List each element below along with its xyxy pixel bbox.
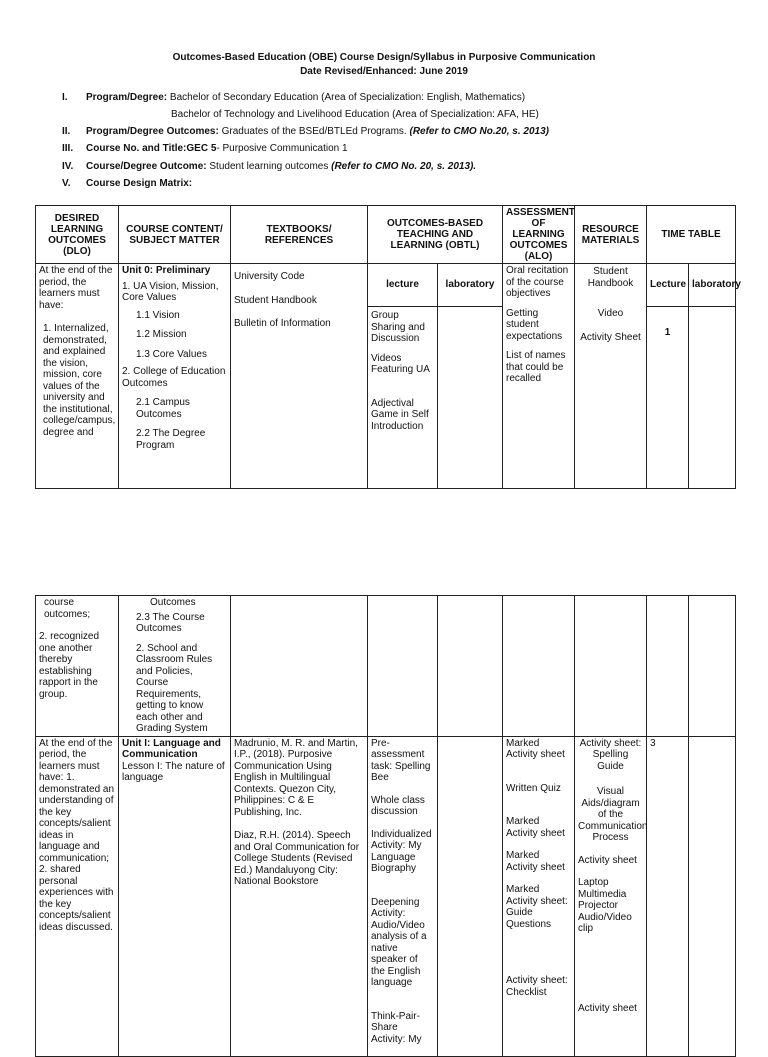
content-item: 1.2 Mission — [136, 329, 187, 340]
sub-lec: Lecture — [647, 264, 689, 307]
content-cell-1 — [119, 264, 231, 489]
unit-title: Unit I: Language and Communication — [122, 737, 221, 760]
resource-item: Activity sheet — [578, 854, 637, 866]
texts-cell-2 — [231, 596, 368, 737]
alo-item: List of names that could be recalled — [506, 350, 566, 384]
document-title: Outcomes-Based Education (OBE) Course Design/Syllabus in Purposive Communication — [172, 52, 596, 63]
resource-item: Visual Aids/diagram of the Communication Process — [578, 786, 648, 843]
content-cell-2 — [119, 596, 231, 737]
resource-item: Video — [597, 308, 624, 319]
sub-lecture: lecture — [368, 264, 438, 307]
resource-item: Laptop Multimedia Projector Audio/Video clip — [578, 877, 632, 934]
alo-item: Written Quiz — [506, 782, 561, 794]
lecture-item: Adjectival Game in Self Introduction — [371, 397, 429, 432]
sub-lab: laboratory — [689, 264, 736, 307]
lecture-cell-1 — [368, 307, 438, 489]
resource-item: Activity sheet — [578, 1002, 637, 1014]
resources-cell-3 — [575, 736, 647, 1056]
resource-item: Activity Sheet — [580, 331, 641, 343]
lab-time-2 — [689, 596, 736, 737]
design-matrix-table — [35, 205, 741, 489]
lecture-item: Think-Pair-Share Activity: My — [371, 1010, 422, 1045]
lecture-cell-2 — [368, 596, 438, 737]
content-item: 2. School and Classroom Rules and Policies, Course Requirements, getting to know each other and Grading System — [136, 642, 213, 734]
syllabus-page: Outcomes-Based Education (OBE) Course Design/Syllabus in Purposive Communication Date Revised/Enhanced: June 2019 I. Program/Degree: Bachelor of Secondary Education (Area of Specialization: English, Mathematics) Bachelor of Technology and Livelihood Education (Area of Specialization: AFA, HE) II. Program/Degree Outcomes: Graduates of the BSEd/BTLEd Programs. (Refer to CMO No.20, s. 2013) III. Course No. and Title:GEC 5- Purposive Communication 1 IV. Course/Degree Outcome: Student learning outcomes (Refer to CMO No. 20, s. 2013). V. Course Design Matrix: DESIRED LEARNING OUTCOMES (DLO) COURSE CONTENT/ SUBJECT MATTER TEXTBOOKS/ REFERENCES OUTCOMES-BASED TEACHING AND LEARNING (OBTL) ASSESSMENT OF LEARNING OUTCOMES (ALO) RESOURCE MATERIALS TIME TABLE At the end of the period, the learners must have: 1. Internalized, demonstrated, and explained the vision, mission, core values of the university and the institutional, college/campus, degree and Unit 0: Preliminary 1. UA Vision, Mission, Core Values 1.1 Vision 1.2 Mission 1.3 Core Values 2. College of Education Outcomes 2.1 Campus Outcomes 2.2 The Degree Program University Code Student Handbook Bulletin of Information lecture laboratory Oral recitation of the course objectives Getting student expectations List of names that could be recalled Student Handbook Video Activity Sheet Lecture laboratory Group Sharing and Discussion Videos Featuring UA Adjectival Game in Self Introduction 1 course outcomes; 2. recognized one another thereby establishing rapport in the group. Outcomes 2.3 The Course Outcomes 2. School and Classroom Rules and Policies, Course Requirements, getting to know each other and Grading System At the end of the period, the learners must have: 1. demonstrated an understanding of the key concepts/salient ideas in language and communication; 2. shared personal experiences with the key concepts/salient ideas discussed. Unit I: Language and Communication Lesson I: The nature of language Madrunio, M. R. and Martin, I.P., (2018). Purposive Communication Using English in Multilingual Contexts. Quezon City, Philippines: C & E Publishing, Inc. Diaz, R.H. (2014). Speech and Oral Communication for College Students (Revised Ed.) Mandaluyong City: National Bookstore Pre-assessment task: Spelling Bee Whole class discussion Individualized Activity: My Language Biography Deepening Activity: Audio/Video analysis of a native speaker of the English language Think-Pair-Share Activity: My Marked Activity sheet Written Quiz Marked Activity sheet Marked Activity sheet Marked Activity sheet: Guide Questions Activity sheet: Checklist Activity sheet: Spelling Guide Visual Aids/diagram of the Communication Process Activity sheet Laptop Multimedia Projector Audio/Video clip Activity sheet 3 — [0, 0, 768, 1024]
content-item: 1.1 Vision — [136, 309, 180, 321]
lecture-item: Individualized Activity: My Language Biography — [371, 828, 432, 874]
header-dlo: DESIRED LEARNING OUTCOMES (DLO) — [36, 206, 119, 264]
dlo-cell-1 — [36, 264, 119, 489]
resources-cell-2 — [575, 596, 647, 737]
header-alo: ASSESSMENT OF LEARNING OUTCOMES (ALO) — [503, 206, 575, 264]
design-matrix-table-continued — [35, 595, 736, 1057]
alo-cell-3 — [503, 736, 575, 1056]
dlo-cell-3: At the end of the period, the learners must have: 1. demonstrated an understanding of the key concepts/salient ideas in language and communication; 2. shared personal experiences with the key concepts/salient ideas discussed. — [36, 736, 119, 1056]
alo-item: Oral recitation of the course objectives — [506, 265, 569, 299]
lec-time-1: 1 — [647, 307, 689, 489]
header-timetable: TIME TABLE — [647, 206, 736, 264]
sub-laboratory: laboratory — [438, 264, 503, 307]
reference: Bulletin of Information — [234, 318, 331, 329]
content-item: 1.3 Core Values — [136, 348, 207, 360]
header-content: COURSE CONTENT/ SUBJECT MATTER — [119, 206, 231, 264]
alo-cell-1 — [503, 264, 575, 489]
header-resources: RESOURCE MATERIALS — [575, 206, 647, 264]
lab-time-1 — [689, 307, 736, 489]
alo-item: Getting student expectations — [506, 307, 563, 342]
document-subtitle: Date Revised/Enhanced: June 2019 — [300, 66, 468, 77]
reference: Student Handbook — [234, 294, 317, 306]
texts-cell-1 — [231, 264, 368, 489]
alo-item: Marked Activity sheet: Guide Questions — [506, 884, 568, 930]
alo-item: Marked Activity sheet — [506, 737, 565, 760]
lab-cell-1 — [438, 307, 503, 489]
header-textbooks: TEXTBOOKS/ REFERENCES — [231, 206, 368, 264]
content-item: 2.3 The Course Outcomes — [136, 611, 205, 634]
lab-cell-2 — [438, 596, 503, 737]
lab-time-3 — [689, 736, 736, 1056]
content-cell-3 — [119, 736, 231, 1056]
lecture-item: Videos Featuring UA — [371, 352, 430, 375]
alo-item: Marked Activity sheet — [506, 816, 565, 839]
reference: University Code — [234, 271, 305, 282]
lecture-item: Whole class discussion — [371, 794, 425, 817]
reference: Diaz, R.H. (2014). Speech and Oral Communication for College Students (Revised Ed.) Mandaluyong City: National Bookstore — [234, 830, 360, 887]
dlo-cell-2 — [36, 596, 119, 737]
lecture-item: Pre-assessment task: Spelling Bee — [371, 737, 431, 783]
lecture-item: Group Sharing and Discussion — [371, 310, 425, 344]
lec-time-3: 3 — [647, 736, 689, 1056]
lesson-title: Lesson I: The nature of language — [122, 760, 225, 783]
lecture-cell-3 — [368, 736, 438, 1056]
texts-cell-3 — [231, 736, 368, 1056]
resource-item: Student Handbook — [587, 266, 634, 289]
lab-cell-3 — [438, 736, 503, 1056]
dlo-intro: At the end of the period, the learners must have: — [39, 265, 113, 311]
alo-item: Marked Activity sheet — [506, 850, 565, 873]
content-item: 1. UA Vision, Mission, Core Values — [122, 280, 219, 303]
resource-item: Activity sheet: Spelling Guide — [579, 737, 642, 772]
content-item: 2.1 Campus Outcomes — [136, 397, 190, 420]
alo-item: Activity sheet: Checklist — [506, 975, 568, 998]
lecture-item: Deepening Activity: Audio/Video analysis of a native speaker of the English language — [371, 896, 427, 988]
alo-cell-2 — [503, 596, 575, 737]
reference: Madrunio, M. R. and Martin, I.P., (2018). Purposive Communication Using English in Multilingual Contexts. Quezon City, Philippines: C & E Publishing, Inc. — [234, 737, 358, 818]
dlo-item: 1. Internalized, demonstrated, and explained the vision, mission, core values of the university and the institutional, college/campus, degree and — [43, 323, 116, 438]
dlo-item: course outcomes; — [44, 597, 91, 620]
unit-title: Unit 0: Preliminary — [122, 265, 211, 276]
resources-cell-1 — [575, 264, 647, 489]
content-item: Outcomes — [150, 597, 196, 608]
content-item: 2.2 The Degree Program — [136, 428, 206, 451]
lec-time-2 — [647, 596, 689, 737]
header-obtl: OUTCOMES-BASED TEACHING AND LEARNING (OBTL) — [368, 206, 503, 264]
content-item: 2. College of Education Outcomes — [122, 366, 226, 389]
dlo-item: 2. recognized one another thereby establishing rapport in the group. — [39, 631, 100, 700]
